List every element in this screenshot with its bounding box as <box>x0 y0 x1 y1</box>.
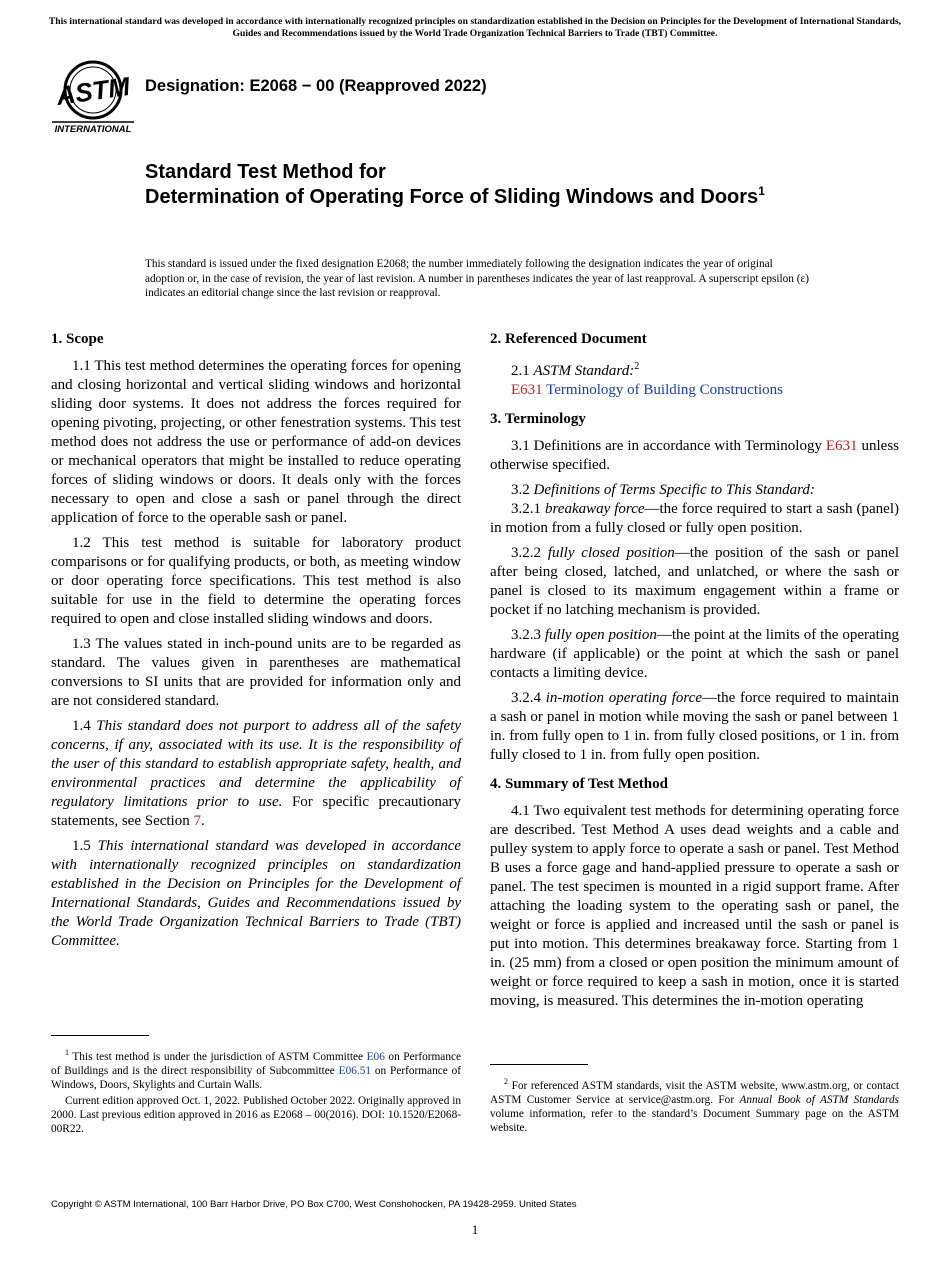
document-title <box>145 160 845 210</box>
footnote-1-text <box>51 1046 461 1092</box>
para-3-2-4-num: 3.2.4 <box>511 690 541 706</box>
astm-logo <box>52 56 134 134</box>
def-fully-open: —the point at the limits of the operating hardware (if applicable) or the point at which the sash or panel contacts a limiting device. <box>490 627 899 681</box>
para-1-5 <box>51 837 461 951</box>
copyright-line: Copyright © ASTM International, 100 Barr Harbor Drive, PO Box C700, West Conshohocken, PA 19428-2959. United States <box>51 1199 577 1210</box>
footnote-2-text <box>490 1075 899 1135</box>
para-4-1: 4.1 Two equivalent test methods for determining operating force are described. Test Method A uses dead weights and a cable and pulley system to apply force to operate a sash or panel. Test Method B uses a force gage and hand-applied pressure to operate a sash or panel. The test specimen is mounted in a rigid support frame. After attaching the loading system to the operating sash or panel, the weight or force is applied and increased until the sash or panel is put into motion. This determines breakaway force. Starting from 1 in. (25 mm) from a closed or open position the minimum amount of weight or force required to keep a sash in motion, once it is started moving, is measured. This determines the in-motion operating <box>490 803 899 1009</box>
footnote-2-italic: Annual Book of ASTM Standards <box>739 1093 900 1106</box>
logo-letters: ASTM <box>54 71 132 111</box>
designation: Designation: E2068 − 00 (Reapproved 2022) <box>145 77 487 95</box>
para-1-4-tail: For specific precautionary statements, see Section <box>51 794 462 829</box>
para-1-4-italic: This standard does not purport to address all of the safety concerns, if any, associated with its use. It is the responsibility of the user of this standard to establish appropriate safety, health, and environmental practices and determine the applicability of regulatory limitations prior to use. <box>51 718 462 810</box>
footnote-2-post: volume information, refer to the standard’s Document Summary page on the ASTM website. <box>490 1107 899 1134</box>
para-2-1-sup: 2 <box>634 361 640 372</box>
committee-e06-link[interactable]: E06 <box>366 1050 385 1063</box>
para-3-1-pre: 3.1 Definitions are in accordance with Terminology <box>511 438 822 454</box>
def-fully-closed: —the position of the sash or panel after being closed, latched, and unlatched, or where the sash or panel is closed to its maximum engagement within a frame or pocket if no latching mechanism is provided. <box>490 545 900 618</box>
footnote-2-pre: For referenced ASTM standards, visit the ASTM website, www.astm.org, or contact ASTM Customer Service at service@astm.org. For <box>490 1079 899 1106</box>
footnote-1-mid: on Performance of Buildings and is the direct responsibility of Subcommittee <box>51 1050 461 1077</box>
page-number: 1 <box>471 1222 479 1237</box>
footnote-1-mark: 1 <box>65 1048 69 1057</box>
title-footnote-mark: 1 <box>758 184 765 198</box>
para-3-2-3 <box>490 626 899 683</box>
def-breakaway-force: —the force required to start a sash (panel) in motion from a fully closed or fully open position. <box>490 501 900 536</box>
footnote-1-post: on Performance of Windows, Doors, Skylights and Curtain Walls. <box>51 1064 462 1091</box>
para-1-3: 1.3 The values stated in inch-pound units are to be regarded as standard. The values given in parentheses are mathematical conversions to SI units that are provided for information only and are not considered standard. <box>51 636 461 709</box>
para-3-1-post: unless otherwise specified. <box>490 438 899 473</box>
para-2-1-num: 2.1 <box>511 363 530 379</box>
e631-reference <box>490 381 899 400</box>
title-text: Determination of Operating Force of Sliding Windows and Doors <box>145 186 759 208</box>
para-2-1-italic: ASTM Standard: <box>533 363 635 379</box>
footnote-2-mark: 2 <box>504 1077 508 1086</box>
left-column <box>51 330 461 957</box>
para-1-2: 1.2 This test method is suitable for laboratory product comparisons or for qualifying products, or both, as meeting window or door operating force specifications. This test method is also suitable for use in the field to determine the operating forces required to open and close installed sliding windows and doors. <box>51 535 461 627</box>
term-in-motion: in-motion operating force <box>545 690 702 706</box>
footnote-2 <box>490 1075 899 1137</box>
term-fully-closed: fully closed position <box>547 545 675 561</box>
para-1-5-num: 1.5 <box>72 838 91 854</box>
para-3-2-1 <box>490 500 899 538</box>
para-1-5-italic: This international standard was developed in accordance with internationally recognized principles on standardization established in the Decision on Principles for the Development of International Standards, Guides and Recommendations issued by the World Trade Organization Technical Barriers to Trade (TBT) Committee. <box>51 838 462 949</box>
issued-note: This standard is issued under the fixed designation E2068; the number immediately following the designation indicates the year of original adoption or, in the case of revision, the year of last revision. A number in parentheses indicates the year of last reapproval. A superscript epsilon (ε) indicates an editorial change since the last revision or reapproval. <box>145 258 810 300</box>
para-2-1 <box>490 357 899 381</box>
e631-terminology-link[interactable]: E631 <box>825 438 858 454</box>
para-3-2-3-num: 3.2.3 <box>511 627 541 643</box>
para-3-2-1-num: 3.2.1 <box>511 501 541 517</box>
para-1-1: 1.1 This test method determines the operating forces for opening and closing horizontal and vertical sliding windows and horizontal sliding door systems. It does not address the forces required for opening pivoting, projecting, or other fenestration systems. This test method does not address the use or performance of add-on devices or mechanical operators that might be installed to reduce operating forces of sliding windows or doors. It deals only with the forces necessary to open and close a sash or panel through the direct application of force to the operable sash or panel. <box>51 358 461 526</box>
title-line-1: Standard Test Method for <box>145 161 386 183</box>
para-1-4-num: 1.4 <box>72 718 91 734</box>
section-scope-heading: 1. Scope <box>51 331 104 347</box>
para-3-2-italic: Definitions of Terms Specific to This Standard: <box>533 482 815 498</box>
subcommittee-e06-51-link[interactable]: E06.51 <box>338 1064 371 1077</box>
e631-title: Terminology of Building Constructions <box>546 382 784 398</box>
section-terminology-heading: 3. Terminology <box>490 411 586 427</box>
title-line-2 <box>145 185 845 210</box>
wto-notice: This international standard was developed in accordance with internationally recognized principles on standardization established in the Decision on Principles for the Development of International Standards, Guides and Recommendations issued by the World Trade Organization Technical Barriers to Trade (TBT) Committee. <box>48 16 902 39</box>
right-column <box>490 330 899 1017</box>
para-1-4: 1.4 This standard does not purport to address all of the safety concerns, if any, associated with its use. It is the responsibility of the user of this standard to establish appropriate safety, health, and environmental practices and determine the applicability of regulatory limitations prior to use. For specific precautionary statements, see Section 7. <box>51 718 462 829</box>
logo-international: INTERNATIONAL <box>54 124 132 134</box>
para-3-2 <box>490 481 899 500</box>
term-fully-open: fully open position <box>544 627 657 643</box>
def-in-motion: —the force required to maintain a sash or panel in motion while moving the sash or panel between 1 in. from fully open to 1 in. from fully closed positions, or 1 in. from fully closed to 1 in. from fully open position. <box>490 690 899 763</box>
footnote-1-edition: Current edition approved Oct. 1, 2022. Published October 2022. Originally approved in 2000. Last previous edition approved in 2016 as E2068 – 00(2016). DOI: 10.1520/E2068-00R22. <box>51 1094 461 1135</box>
footnote-rule-left <box>51 1035 149 1036</box>
footnote-1-pre: This test method is under the jurisdiction of ASTM Committee <box>72 1050 364 1063</box>
section-summary-heading: 4. Summary of Test Method <box>490 776 668 792</box>
footnote-rule-right <box>490 1064 588 1065</box>
section-referenced-heading: 2. Referenced Document <box>490 331 647 347</box>
para-3-2-2-num: 3.2.2 <box>511 545 541 561</box>
section-7-link[interactable]: 7 <box>193 813 201 829</box>
para-3-2-4 <box>490 689 899 765</box>
footnote-1 <box>51 1046 461 1138</box>
para-3-2-num: 3.2 <box>511 482 530 498</box>
e631-link[interactable]: E631 <box>511 382 543 398</box>
term-breakaway-force: breakaway force <box>545 501 645 517</box>
para-3-2-2 <box>490 544 899 620</box>
para-3-1 <box>490 437 899 475</box>
